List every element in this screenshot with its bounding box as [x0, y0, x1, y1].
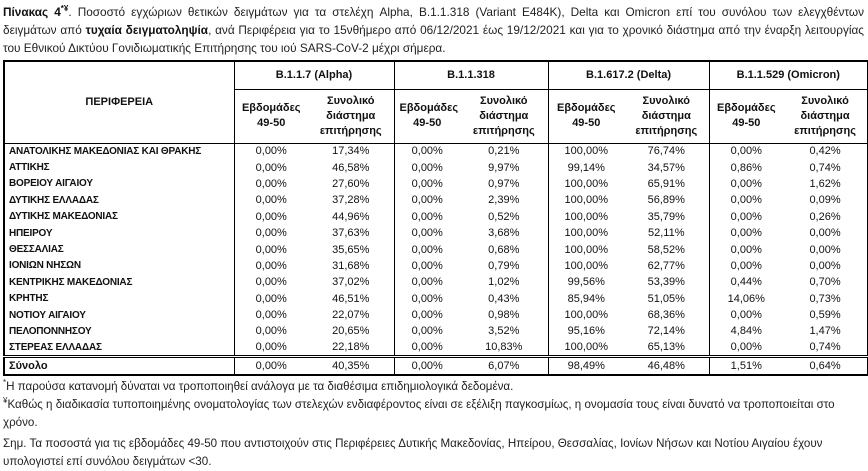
value-cell: 95,16%: [548, 323, 624, 339]
value-cell: 0,09%: [809, 194, 841, 207]
subcol-weeks-header: Εβδομάδες 49-50: [548, 89, 624, 143]
value-cell: 0,00%: [234, 291, 308, 307]
value-cell: 0,00%: [234, 225, 308, 241]
value-cell: 0,00%: [809, 243, 841, 256]
value-cell: 31,68%: [332, 259, 370, 272]
value-cell: 22,07%: [332, 309, 370, 322]
value-cell: 100,00%: [548, 143, 624, 159]
region-cell: ΠΕΛΟΠΟΝΝΗΣΟΥ: [9, 325, 92, 337]
value-cell: 0,00%: [709, 258, 783, 274]
table-row: [4, 274, 868, 290]
value-cell: 0,00%: [394, 340, 460, 356]
value-cell: 52,11%: [648, 227, 685, 240]
region-cell: ΚΕΝΤΡΙΚΗΣ ΜΑΚΕΔΟΝΙΑΣ: [9, 276, 133, 288]
value-cell: 0,00%: [234, 176, 308, 192]
value-cell: 0,00%: [234, 340, 308, 356]
value-cell: 35,65%: [332, 243, 370, 256]
value-cell: 0,00%: [234, 209, 308, 225]
value-cell: 1,62%: [809, 177, 841, 190]
value-cell: 0,73%: [809, 292, 841, 305]
value-cell: 0,00%: [709, 225, 783, 241]
value-cell: 0,00%: [234, 274, 308, 290]
caption-bold-phrase: τυχαία δειγματοληψία: [85, 23, 209, 37]
value-cell: 85,94%: [548, 291, 624, 307]
region-cell: ΚΡΗΤΗΣ: [9, 293, 49, 305]
value-cell: 0,00%: [394, 192, 460, 208]
value-cell: 0,00%: [394, 258, 460, 274]
value-cell: 0,74%: [809, 341, 841, 354]
value-cell: 0,00%: [809, 227, 841, 240]
footnote-yen-text: Καθώς η διαδικασία τυποποιημένης ονοματολογίας των στελεχών ενδιαφέροντος είναι σε εξέλιξη παγκοσμίως, η ονομασία τους είναι δυνατό να τροποποιείται στο χρόνο.: [3, 398, 835, 430]
value-cell: 98,49%: [548, 356, 624, 375]
value-cell: 22,18%: [332, 341, 370, 354]
value-cell: 100,00%: [548, 340, 624, 356]
value-cell: 100,00%: [548, 225, 624, 241]
value-cell: 100,00%: [548, 241, 624, 257]
region-cell: ΑΝΑΤΟΛΙΚΗΣ ΜΑΚΕΔΟΝΙΑΣ ΚΑΙ ΘΡΑΚΗΣ: [9, 145, 202, 157]
value-cell: 35,79%: [647, 210, 685, 223]
region-cell: ΣΤΕΡΕΑΣ ΕΛΛΑΔΑΣ: [9, 341, 102, 353]
value-cell: 1,51%: [709, 356, 783, 375]
region-cell: ΙΟΝΙΩΝ ΝΗΣΩΝ: [9, 260, 81, 272]
value-cell: 9,97%: [488, 161, 520, 174]
value-cell: 0,00%: [394, 209, 460, 225]
value-cell: 6,07%: [460, 356, 548, 375]
table-caption: [3, 3, 864, 57]
value-cell: 37,28%: [332, 194, 370, 207]
value-cell: 56,89%: [647, 194, 685, 207]
value-cell: 58,52%: [647, 243, 685, 256]
value-cell: 10,83%: [485, 341, 523, 354]
value-cell: 44,96%: [332, 210, 370, 223]
value-cell: 100,00%: [548, 209, 624, 225]
value-cell: 100,00%: [548, 176, 624, 192]
value-cell: 0,00%: [234, 241, 308, 257]
group-header-b1318: B.1.1.318: [394, 61, 548, 89]
value-cell: 14,06%: [709, 291, 783, 307]
table-row: [4, 176, 868, 192]
table-row: [4, 323, 868, 339]
value-cell: 0,00%: [394, 176, 460, 192]
value-cell: 0,00%: [809, 259, 841, 272]
group-header-row: [4, 61, 868, 89]
caption-text-lead: . Ποσοστό εγχώριων θετικών δειγμάτων για τα στελέχη Alpha, B.1.1.318 (Variant E484K), Delta και Omicron επί του συνόλου των ελεγχθέντων δειγμάτων από: [3, 5, 864, 37]
value-cell: 0,79%: [488, 259, 520, 272]
value-cell: 46,58%: [332, 161, 370, 174]
footnote-asterisk-mark: *: [3, 378, 7, 388]
value-cell: 37,02%: [332, 276, 370, 289]
table-row: [4, 258, 868, 274]
value-cell: 0,00%: [394, 291, 460, 307]
variant-percentage-table: [3, 60, 868, 376]
value-cell: 0,00%: [234, 323, 308, 339]
value-cell: 100,00%: [548, 192, 624, 208]
subcol-weeks-header: Εβδομάδες 49-50: [394, 89, 460, 143]
value-cell: 0,00%: [234, 143, 308, 159]
table-row: [4, 159, 868, 175]
footnote-yen-mark: ¥: [3, 396, 8, 406]
subcol-total-header: Συνολικό διάστημα επιτήρησης: [308, 89, 394, 143]
table-row: [4, 241, 868, 257]
region-cell: ΘΕΣΣΑΛΙΑΣ: [9, 244, 64, 256]
value-cell: 0,00%: [709, 209, 783, 225]
region-cell: ΒΟΡΕΙΟΥ ΑΙΓΑΙΟΥ: [9, 178, 93, 190]
value-cell: 46,48%: [624, 356, 709, 375]
value-cell: 100,00%: [548, 307, 624, 323]
value-cell: 0,00%: [394, 274, 460, 290]
subcol-weeks-header: Εβδομάδες 49-50: [234, 89, 308, 143]
value-cell: 65,13%: [647, 341, 685, 354]
value-cell: 99,14%: [548, 159, 624, 175]
region-column-header: ΠΕΡΙΦΕΡΕΙΑ: [4, 61, 234, 143]
value-cell: 0,42%: [809, 145, 841, 158]
value-cell: 0,44%: [709, 274, 783, 290]
footnote-asterisk-text: Η παρούσα κατανομή δύναται να τροποποιηθεί ανάλογα με τα διαθέσιμα επιδημιολογικά δεδομένα.: [6, 380, 514, 394]
value-cell: 46,51%: [332, 292, 370, 305]
group-header-alpha: B.1.1.7 (Alpha): [234, 61, 394, 89]
value-cell: 0,00%: [709, 241, 783, 257]
value-cell: 0,68%: [488, 243, 520, 256]
value-cell: 2,39%: [488, 194, 520, 207]
value-cell: 0,59%: [809, 309, 841, 322]
value-cell: 100,00%: [548, 258, 624, 274]
value-cell: 62,77%: [647, 259, 685, 272]
caption-text-tail: , ανά Περιφέρεια για το 15νθήμερο από 06/12/2021 έως 19/12/2021 και για το χρονικό διάστημα από την έναρξη λειτουργίας του Εθνικού Δικτύου Γονιδιωματικής Επιτήρησης του ιού SARS-CoV-2 μέχρι σήμερα.: [3, 23, 864, 55]
value-cell: 40,35%: [308, 356, 394, 375]
region-cell: ΑΤΤΙΚΗΣ: [9, 162, 50, 174]
value-cell: 0,00%: [709, 340, 783, 356]
value-cell: 65,91%: [647, 177, 685, 190]
value-cell: 0,00%: [234, 356, 308, 375]
total-row: [4, 356, 868, 375]
table-row: [4, 307, 868, 323]
value-cell: 0,98%: [488, 309, 520, 322]
value-cell: 27,60%: [332, 177, 370, 190]
value-cell: 0,00%: [394, 323, 460, 339]
value-cell: 0,00%: [234, 307, 308, 323]
value-cell: 1,47%: [809, 325, 841, 338]
subcol-total-header: Συνολικό διάστημα επιτήρησης: [783, 89, 868, 143]
value-cell: 4,84%: [709, 323, 783, 339]
table-body: [4, 143, 868, 375]
value-cell: 0,64%: [783, 356, 868, 375]
value-cell: 0,00%: [394, 143, 460, 159]
value-cell: 0,00%: [234, 159, 308, 175]
table-row: [4, 143, 868, 159]
value-cell: 53,39%: [647, 276, 685, 289]
value-cell: 0,00%: [394, 159, 460, 175]
value-cell: 0,00%: [394, 225, 460, 241]
group-header-omicron: B.1.1.529 (Omicron): [709, 61, 868, 89]
table-row: [4, 340, 868, 356]
footnote-note-text: Σημ. Τα ποσοστά για τις εβδομάδες 49-50 που αντιστοιχούν στις Περιφέρειες Δυτικής Μακεδονίας, Ηπείρου, Θεσσαλίας, Ιονίων Νήσων και Νοτίου Αιγαίου έχουν υπολογιστεί επί συνόλου δειγμάτων <30.: [3, 437, 823, 469]
value-cell: 3,68%: [488, 227, 520, 240]
footnote-yen: [3, 396, 864, 432]
value-cell: 0,00%: [394, 241, 460, 257]
value-cell: 0,00%: [234, 258, 308, 274]
value-cell: 68,36%: [647, 309, 685, 322]
value-cell: 51,05%: [647, 292, 685, 305]
value-cell: 3,52%: [488, 325, 520, 338]
subcol-total-header: Συνολικό διάστημα επιτήρησης: [460, 89, 548, 143]
value-cell: 0,26%: [809, 210, 841, 223]
table-row: [4, 291, 868, 307]
value-cell: 0,00%: [709, 307, 783, 323]
value-cell: 0,00%: [709, 143, 783, 159]
table-row: [4, 225, 868, 241]
subcol-weeks-header: Εβδομάδες 49-50: [709, 89, 783, 143]
value-cell: 0,97%: [488, 177, 520, 190]
value-cell: 0,00%: [709, 192, 783, 208]
value-cell: 76,74%: [647, 145, 685, 158]
group-header-delta: B.1.617.2 (Delta): [548, 61, 709, 89]
value-cell: 1,02%: [488, 276, 520, 289]
value-cell: 0,86%: [709, 159, 783, 175]
caption-superscript: *¥: [60, 4, 69, 14]
region-cell: ΗΠΕΙΡΟΥ: [9, 227, 53, 239]
value-cell: 0,21%: [488, 145, 520, 158]
value-cell: 20,65%: [332, 325, 370, 338]
value-cell: 72,14%: [647, 325, 685, 338]
value-cell: 34,57%: [647, 161, 685, 174]
caption-label: Πίνακας 4: [3, 5, 61, 19]
value-cell: 0,00%: [394, 307, 460, 323]
footnote-note: [3, 435, 864, 471]
value-cell: 0,74%: [809, 161, 841, 174]
table-row: [4, 209, 868, 225]
value-cell: 0,43%: [488, 292, 520, 305]
value-cell: 0,00%: [234, 192, 308, 208]
subcol-total-header: Συνολικό διάστημα επιτήρησης: [624, 89, 709, 143]
value-cell: 37,63%: [332, 227, 370, 240]
region-cell: ΔΥΤΙΚΗΣ ΜΑΚΕΔΟΝΙΑΣ: [9, 211, 118, 223]
value-cell: 0,00%: [709, 176, 783, 192]
footnotes: [3, 378, 866, 471]
region-cell: ΝΟΤΙΟΥ ΑΙΓΑΙΟΥ: [9, 309, 86, 321]
footnote-asterisk: [3, 378, 864, 396]
value-cell: 0,00%: [394, 356, 460, 375]
region-cell: ΔΥΤΙΚΗΣ ΕΛΛΑΔΑΣ: [9, 194, 99, 206]
value-cell: 17,34%: [332, 145, 370, 158]
value-cell: 99,56%: [548, 274, 624, 290]
table-row: [4, 192, 868, 208]
value-cell: 0,52%: [488, 210, 520, 223]
region-cell: Σύνολο: [4, 356, 234, 375]
value-cell: 0,70%: [809, 276, 841, 289]
